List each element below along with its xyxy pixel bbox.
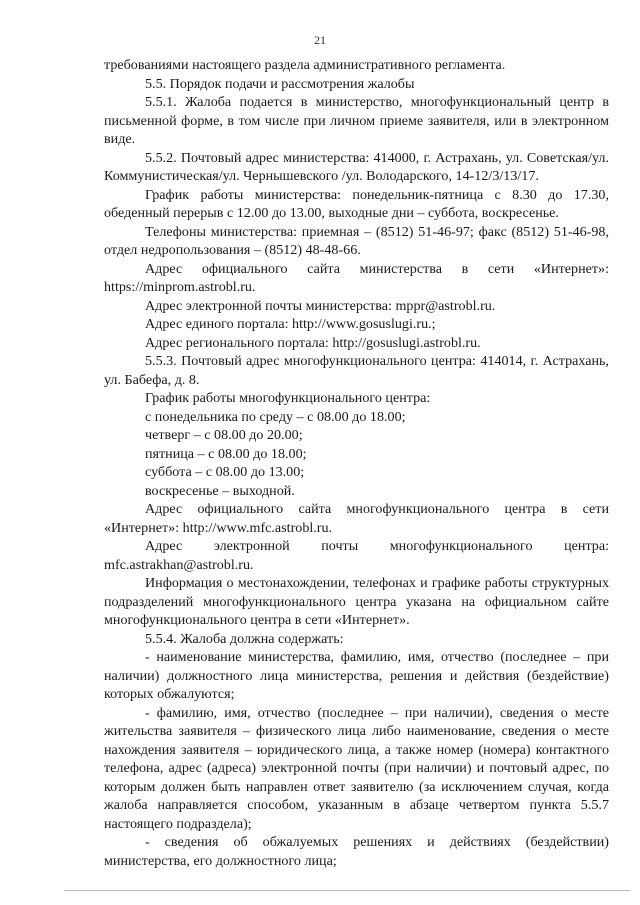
- paragraph: 5.5.4. Жалоба должна содержать:: [145, 630, 344, 647]
- paragraph: Адрес официального сайта многофункционального центра в сети «Интернет»: http://www.mfc.astrobl.ru.: [104, 501, 609, 536]
- paragraph: - сведения об обжалуемых решениях и действиях (бездействии) министерства, его должностного лица;: [104, 834, 609, 869]
- paragraph: График работы многофункционального центра:: [145, 390, 431, 406]
- paragraph: - наименование министерства, фамилию, имя, отчество (последнее – при наличии) должностного лица министерства, решения и действия (бездействие) которых обжалуются;: [104, 649, 609, 702]
- paragraph: 5.5. Порядок подачи и рассмотрения жалобы: [145, 75, 415, 92]
- document-body: [104, 56, 609, 870]
- paragraph: Телефоны министерства: приемная – (8512) 51-46-97; факс (8512) 51-46-98, отдел недропользования – (8512) 48-48-66.: [104, 223, 609, 258]
- paragraph: воскресенье – выходной.: [145, 482, 295, 499]
- paragraph: Адрес электронной почты многофункционального центра: mfc.astrakhan@astrobl.ru.: [104, 538, 609, 573]
- paragraph: четверг – с 08.00 до 20.00;: [145, 427, 303, 443]
- paragraph: 5.5.1. Жалоба подается в министерство, многофункциональный центр в письменной форме, в том числе при личном приеме заявителя, или в электронном виде.: [104, 94, 609, 147]
- paragraph: суббота – с 08.00 до 13.00;: [145, 464, 305, 480]
- paragraph: 5.5.3. Почтовый адрес многофункционального центра: 414014, г. Астрахань, ул. Бабефа, д. 8.: [104, 353, 609, 388]
- paragraph: Информация о местонахождении, телефонах и графике работы структурных подразделений многофункционального центра указана на официальном сайте многофункционального центра в сети «Интернет».: [104, 575, 609, 628]
- paragraph: Адрес электронной почты министерства: mppr@astrobl.ru.: [145, 297, 496, 314]
- paragraph: - фамилию, имя, отчество (последнее – при наличии), сведения о месте жительства заявителя – физического лица либо наименование, сведения о месте нахождения заявителя – юридического лица, а также номер (номера) контактного телефона, адрес (адреса) электронной почты (при наличии) и почтовый адрес, по которым должен быть направлен ответ заявителю (за исключением случая, когда жалоба направляется способом, указанным в абзаце четвертом пункта 5.5.7 настоящего подраздела);: [104, 704, 609, 832]
- paragraph: с понедельника по среду – с 08.00 до 18.00;: [145, 408, 406, 425]
- paragraph: График работы министерства: понедельник-пятница с 8.30 до 17.30, обеденный перерыв с 12.00 до 13.00, выходные дни – суббота, воскресенье.: [104, 186, 609, 221]
- paragraph: 5.5.2. Почтовый адрес министерства: 414000, г. Астрахань, ул. Советская/ул. Коммунистическая/ул. Чернышевского /ул. Володарского, 14-12/3/13/17.: [104, 149, 609, 184]
- paragraph: Адрес регионального портала: http://gosuslugi.astrobl.ru.: [145, 334, 481, 351]
- paragraph: пятница – с 08.00 до 18.00;: [145, 445, 307, 462]
- paragraph: Адрес официального сайта министерства в сети «Интернет»: https://minprom.astrobl.ru.: [104, 260, 609, 295]
- paragraph: Адрес единого портала: http://www.gosuslugi.ru.;: [145, 316, 436, 332]
- paragraph: требованиями настоящего раздела административного регламента.: [104, 57, 506, 73]
- page-bottom-rule: [64, 890, 630, 891]
- page-number: 21: [314, 33, 326, 47]
